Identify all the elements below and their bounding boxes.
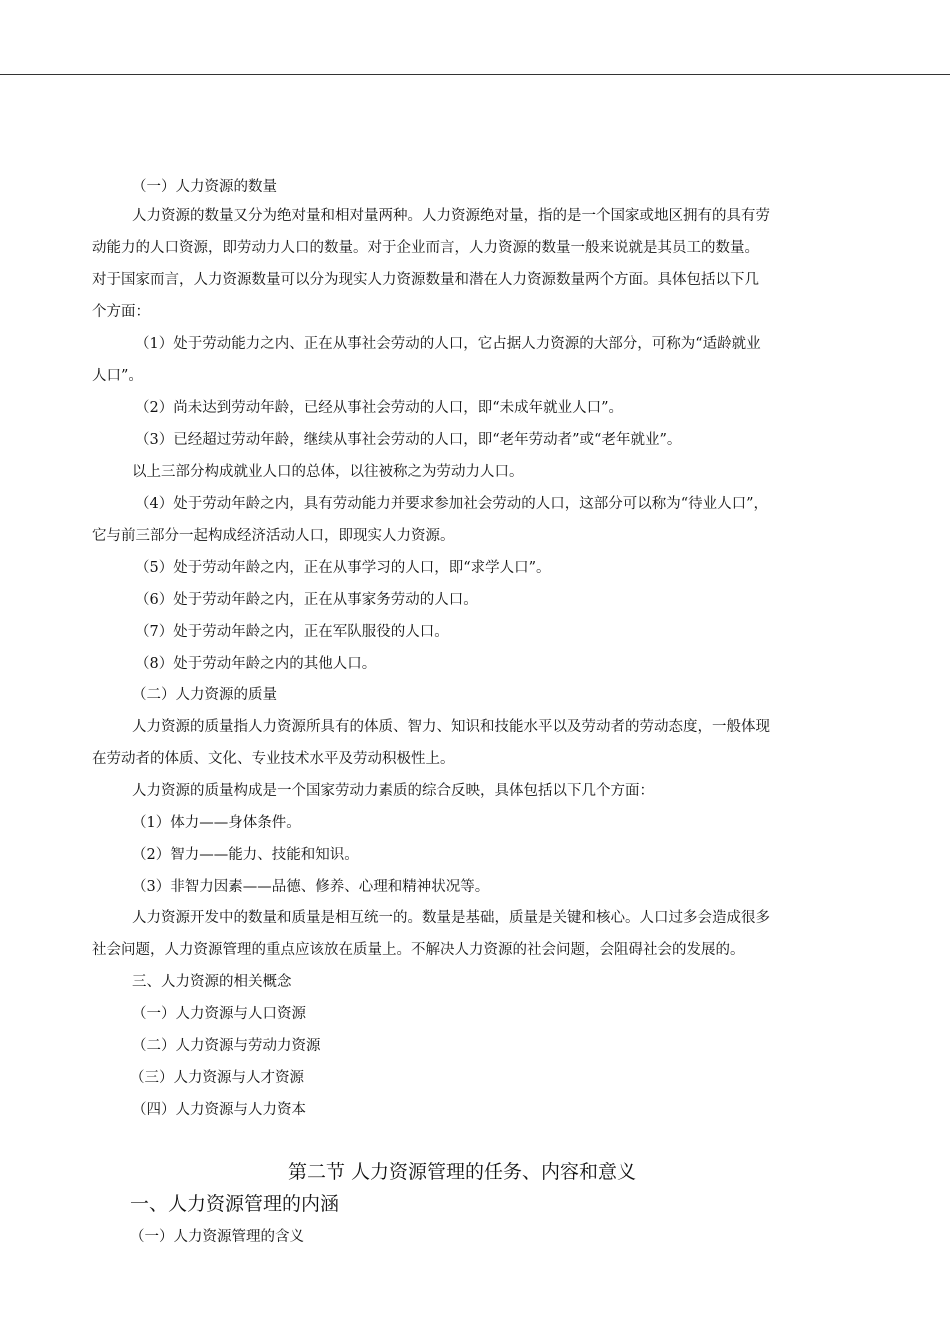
list-item: （2）尚未达到劳动年龄，已经从事社会劳动的人口，即“未成年就业人口”。 xyxy=(135,400,624,416)
subsection-heading-quantity: （一）人力资源的数量 xyxy=(132,179,277,195)
paragraph-line: 动能力的人口资源，即劳动力人口的数量。对于企业而言，人力资源的数量一般来说就是其员工的数量。 xyxy=(92,240,759,256)
subsection-heading: （四）人力资源与人力资本 xyxy=(132,1102,306,1118)
paragraph-line: 对于国家而言，人力资源数量可以分为现实人力资源数量和潜在人力资源数量两个方面。具体包括以下几 xyxy=(92,272,759,288)
chapter-section-title: 第二节 人力资源管理的任务、内容和意义 xyxy=(288,1161,637,1183)
section-heading-related-concepts: 三、人力资源的相关概念 xyxy=(132,974,292,990)
list-item: （4）处于劳动年龄之内，具有劳动能力并要求参加社会劳动的人口，这部分可以称为“待业人口”， xyxy=(135,496,769,512)
list-item-continuation: 它与前三部分一起构成经济活动人口，即现实人力资源。 xyxy=(92,528,455,544)
list-item: （2）智力——能力、技能和知识。 xyxy=(132,847,359,863)
subsection-heading: （三）人力资源与人才资源 xyxy=(130,1070,304,1086)
list-item: （6）处于劳动年龄之内，正在从事家务劳动的人口。 xyxy=(135,592,478,608)
list-item-continuation: 人口”。 xyxy=(92,368,143,384)
list-item: （3）已经超过劳动年龄，继续从事社会劳动的人口，即“老年劳动者”或“老年就业”。 xyxy=(135,432,682,448)
list-item: （1）体力——身体条件。 xyxy=(132,815,301,831)
subsection-heading-meaning: （一）人力资源管理的含义 xyxy=(130,1229,304,1245)
paragraph-line: 人力资源的质量构成是一个国家劳动力素质的综合反映，具体包括以下几个方面： xyxy=(132,783,654,799)
paragraph-line: 在劳动者的体质、文化、专业技术水平及劳动积极性上。 xyxy=(92,751,455,767)
subsection-heading: （二）人力资源与劳动力资源 xyxy=(132,1038,321,1054)
list-item: （3）非智力因素——品德、修养、心理和精神状况等。 xyxy=(132,879,490,895)
list-item: （7）处于劳动年龄之内，正在军队服役的人口。 xyxy=(135,624,449,640)
subsection-heading-quality: （二）人力资源的质量 xyxy=(132,687,277,703)
list-item: （5）处于劳动年龄之内，正在从事学习的人口，即“求学人口”。 xyxy=(135,560,551,576)
list-item: （1）处于劳动能力之内、正在从事社会劳动的人口，它占据人力资源的大部分，可称为“适龄就业 xyxy=(135,336,761,352)
subsection-heading: （一）人力资源与人口资源 xyxy=(132,1006,306,1022)
header-rule xyxy=(0,74,950,75)
paragraph-line: 人力资源的数量又分为绝对量和相对量两种。人力资源绝对量，指的是一个国家或地区拥有的具有劳 xyxy=(132,208,770,224)
paragraph-line: 人力资源的质量指人力资源所具有的体质、智力、知识和技能水平以及劳动者的劳动态度，一般体现 xyxy=(132,719,770,735)
paragraph-line: 个方面： xyxy=(92,304,150,320)
paragraph-line: 以上三部分构成就业人口的总体，以往被称之为劳动力人口。 xyxy=(132,464,524,480)
paragraph-line: 社会问题，人力资源管理的重点应该放在质量上。不解决人力资源的社会问题，会阻碍社会的发展的。 xyxy=(92,942,745,958)
section-heading-connotation: 一、人力资源管理的内涵 xyxy=(130,1193,340,1215)
paragraph-line: 人力资源开发中的数量和质量是相互统一的。数量是基础，质量是关键和核心。人口过多会造成很多 xyxy=(132,910,770,926)
list-item: （8）处于劳动年龄之内的其他人口。 xyxy=(135,656,377,672)
